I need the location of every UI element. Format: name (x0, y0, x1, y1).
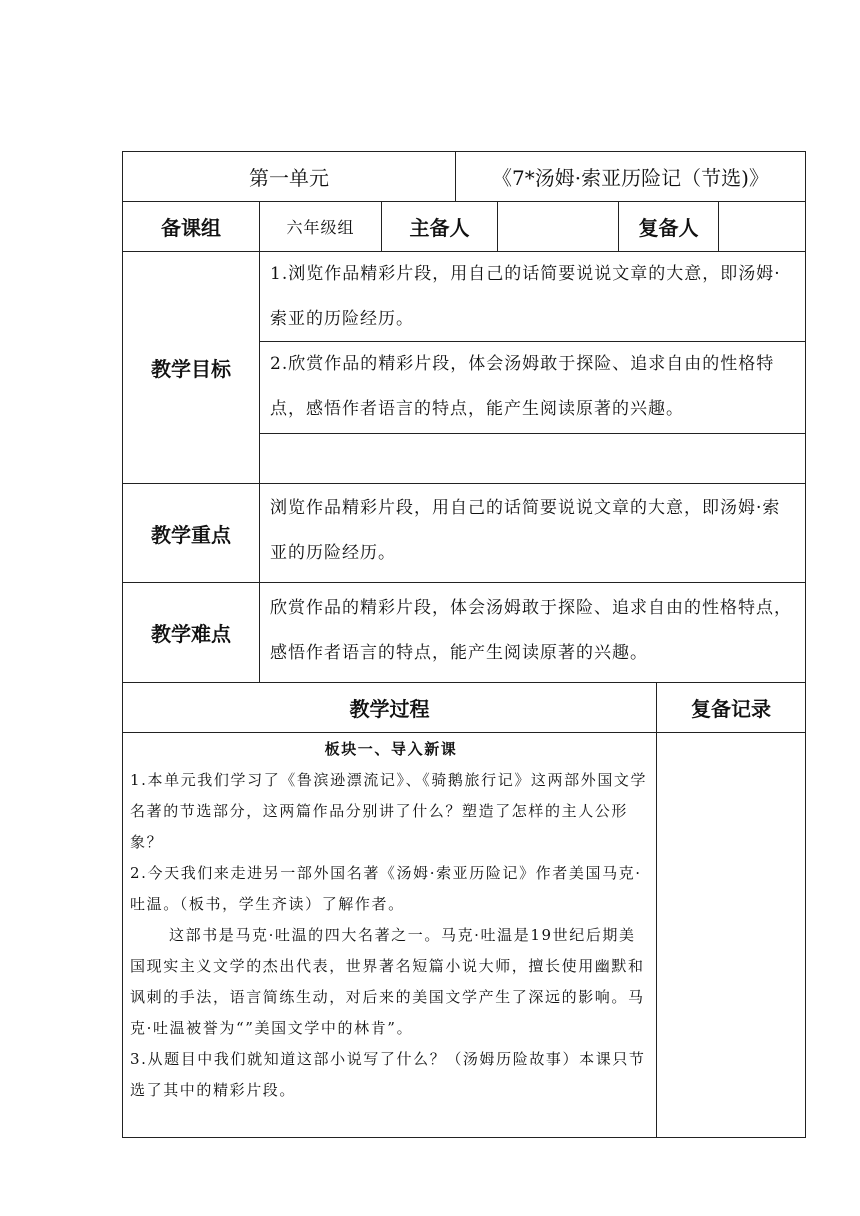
review-label: 复备人 (638, 216, 699, 240)
difficulty-text: 欣赏作品的精彩片段，体会汤姆敢于探险、追求自由的性格特点，感悟作者语言的特点，能产生阅读原著的兴趣。 (270, 598, 792, 663)
difficulty-label: 教学难点 (151, 622, 231, 646)
lead-label: 主备人 (409, 216, 470, 240)
goals-label: 教学目标 (151, 357, 231, 381)
process-label: 教学过程 (349, 697, 430, 721)
key-point-text: 浏览作品精彩片段，用自己的话简要说说文章的大意，即汤姆·索亚的历险经历。 (270, 498, 781, 563)
group-value: 六年级组 (286, 218, 355, 237)
lead-value (498, 202, 618, 251)
process-content (130, 734, 652, 1136)
goal-item: 1.浏览作品精彩片段，用自己的话简要说说文章的大意，即汤姆·索亚的历险经历。 (270, 264, 781, 329)
lesson-title: 《7*汤姆·索亚历险记（节选)》 (492, 166, 769, 190)
process-paragraph: 2.今天我们来走进另一部外国名著《汤姆·索亚历险记》作者美国马克·吐温。（板书，学生齐读）了解作者。 (130, 864, 642, 913)
process-paragraph: 这部书是马克·吐温的四大名著之一。马克·吐温是19世纪后期美国现实主义文学的杰出代表，世界著名短篇小说大师，擅长使用幽默和讽刺的手法，语言简练生动，对后来的美国文学产生了深远的影响。马克·吐温被誉为“”美国文学中的林肯”。 (130, 926, 645, 1037)
notes-content (660, 734, 802, 1136)
goal-item-empty (260, 434, 805, 483)
key-point-label: 教学重点 (151, 522, 231, 547)
unit-title: 第一单元 (249, 166, 329, 190)
section-title: 板块一、导入新课 (324, 740, 458, 758)
goal-item: 2.欣赏作品的精彩片段，体会汤姆敢于探险、追求自由的性格特点，感悟作者语言的特点，能产生阅读原著的兴趣。 (270, 354, 775, 419)
notes-label: 复备记录 (691, 697, 771, 721)
group-label: 备课组 (161, 216, 221, 240)
process-paragraph: 3.从题目中我们就知道这部小说写了什么？（汤姆历险故事）本课只节选了其中的精彩片段。 (130, 1050, 646, 1099)
review-value (719, 202, 805, 251)
process-paragraph: 1.本单元我们学习了《鲁滨逊漂流记》、《骑鹅旅行记》这两部外国文学名著的节选部分，这两篇作品分别讲了什么？塑造了怎样的主人公形象？ (130, 771, 648, 851)
